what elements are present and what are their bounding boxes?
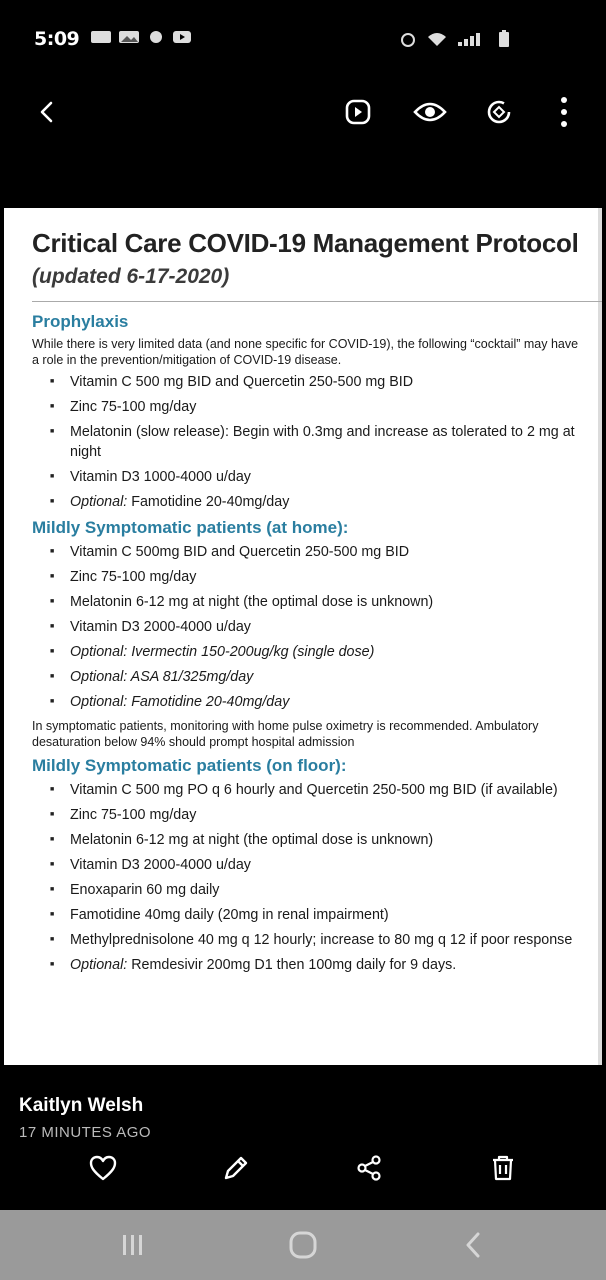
battery-icon — [498, 30, 510, 48]
list-item: ■ Famotidine 40mg daily (20mg in renal impairment) — [32, 905, 584, 925]
home-note: In symptomatic patients, monitoring with home pulse oximetry is recommended. Ambulatory desaturation below 94% should prompt hospital admission — [32, 719, 539, 749]
list-item: ■ Melatonin 6-12 mg at night (the optimal dose is unknown) — [32, 592, 584, 612]
remaster-icon — [343, 97, 373, 127]
delete-button[interactable] — [485, 1150, 521, 1186]
navigation-bar — [0, 1210, 606, 1280]
list-item: ■ Optional: Famotidine 20-40mg/day — [32, 492, 584, 512]
list-item: ■ Vitamin D3 1000-4000 u/day — [32, 467, 584, 487]
list-item: ■ Vitamin D3 2000-4000 u/day — [32, 617, 584, 637]
list-item: ■ Optional: ASA 81/325mg/day — [32, 667, 584, 687]
home-button[interactable] — [283, 1228, 323, 1262]
more-vertical-icon — [558, 95, 570, 129]
list-item: ■ Methylprednisolone 40 mg q 12 hourly; increase to 80 mg q 12 if poor response — [32, 930, 584, 950]
home-list — [32, 542, 584, 712]
status-time: 5:09 — [34, 28, 80, 50]
list-item: ■ Optional: Famotidine 20-40mg/day — [32, 692, 584, 712]
eye-icon — [413, 100, 447, 124]
list-item: ■ Zinc 75-100 mg/day — [32, 805, 584, 825]
photo-view[interactable] — [4, 208, 602, 1065]
viewer-toolbar — [0, 70, 606, 208]
list-item: ■ Vitamin C 500 mg BID and Quercetin 250-500 mg BID — [32, 372, 584, 392]
list-item: ■ Vitamin C 500 mg PO q 6 hourly and Quercetin 250-500 mg BID (if available) — [32, 780, 584, 800]
timestamp: 17 MINUTES AGO — [19, 1124, 152, 1141]
youtube-icon — [172, 30, 192, 44]
edit-button[interactable] — [218, 1150, 254, 1186]
home-icon — [288, 1230, 318, 1260]
floor-heading: Mildly Symptomatic patients (on floor): — [32, 756, 347, 775]
list-item: ■ Zinc 75-100 mg/day — [32, 397, 584, 417]
rotate-icon — [484, 97, 514, 127]
share-button[interactable] — [351, 1150, 387, 1186]
trash-icon — [490, 1154, 516, 1182]
alarm-icon — [398, 31, 418, 47]
pencil-icon — [222, 1154, 250, 1182]
action-bar — [0, 1150, 606, 1190]
protocol-document — [32, 228, 584, 981]
photo-details — [0, 1065, 606, 1210]
list-item: ■ Melatonin 6-12 mg at night (the optimal dose is unknown) — [32, 830, 584, 850]
nav-back-button[interactable] — [453, 1228, 493, 1262]
prophylaxis-list — [32, 372, 584, 512]
prophylaxis-intro: While there is very limited data (and none specific for COVID-19), the following “cocktail” may have a role in the prevention/mitigation of COVID-19 disease. — [32, 337, 579, 367]
list-item: ■ Vitamin D3 2000-4000 u/day — [32, 855, 584, 875]
document-title: Critical Care COVID-19 Management Protocol — [32, 228, 579, 258]
heart-icon — [89, 1155, 117, 1181]
system-icons — [398, 30, 510, 48]
remaster-button[interactable] — [336, 90, 380, 134]
list-item: ■ Enoxaparin 60 mg daily — [32, 880, 584, 900]
home-heading: Mildly Symptomatic patients (at home): — [32, 518, 349, 537]
prophylaxis-heading: Prophylaxis — [32, 312, 129, 331]
wifi-icon — [426, 31, 448, 47]
back-arrow-icon — [35, 100, 59, 124]
title-divider — [32, 301, 602, 302]
cast-icon — [146, 30, 166, 44]
recents-icon — [120, 1233, 146, 1257]
recents-button[interactable] — [113, 1228, 153, 1262]
back-icon — [463, 1232, 483, 1258]
list-item: ■ Zinc 75-100 mg/day — [32, 567, 584, 587]
share-icon — [355, 1154, 383, 1182]
floor-list — [32, 780, 584, 975]
favorite-button[interactable] — [85, 1150, 121, 1186]
list-item: ■ Optional: Remdesivir 200mg D1 then 100mg daily for 9 days. — [32, 955, 584, 975]
rotate-button[interactable] — [477, 90, 521, 134]
list-item: ■ Optional: Ivermectin 150-200ug/kg (single dose) — [32, 642, 584, 662]
status-bar — [0, 0, 606, 70]
signal-icon — [456, 31, 490, 47]
view-button[interactable] — [408, 90, 452, 134]
list-item: ■ Melatonin (slow release): Begin with 0.3mg and increase as tolerated to 2 mg at night — [32, 422, 584, 462]
message-icon — [90, 30, 112, 44]
author-name: Kaitlyn Welsh — [19, 1095, 144, 1116]
gallery-icon — [118, 30, 140, 44]
document-subtitle: (updated 6-17-2020) — [32, 265, 230, 288]
photo-scroll-edge — [598, 208, 602, 1065]
back-button[interactable] — [25, 90, 69, 134]
notification-icons — [90, 30, 192, 44]
list-item: ■ Vitamin C 500mg BID and Quercetin 250-500 mg BID — [32, 542, 584, 562]
more-options-button[interactable] — [542, 90, 586, 134]
